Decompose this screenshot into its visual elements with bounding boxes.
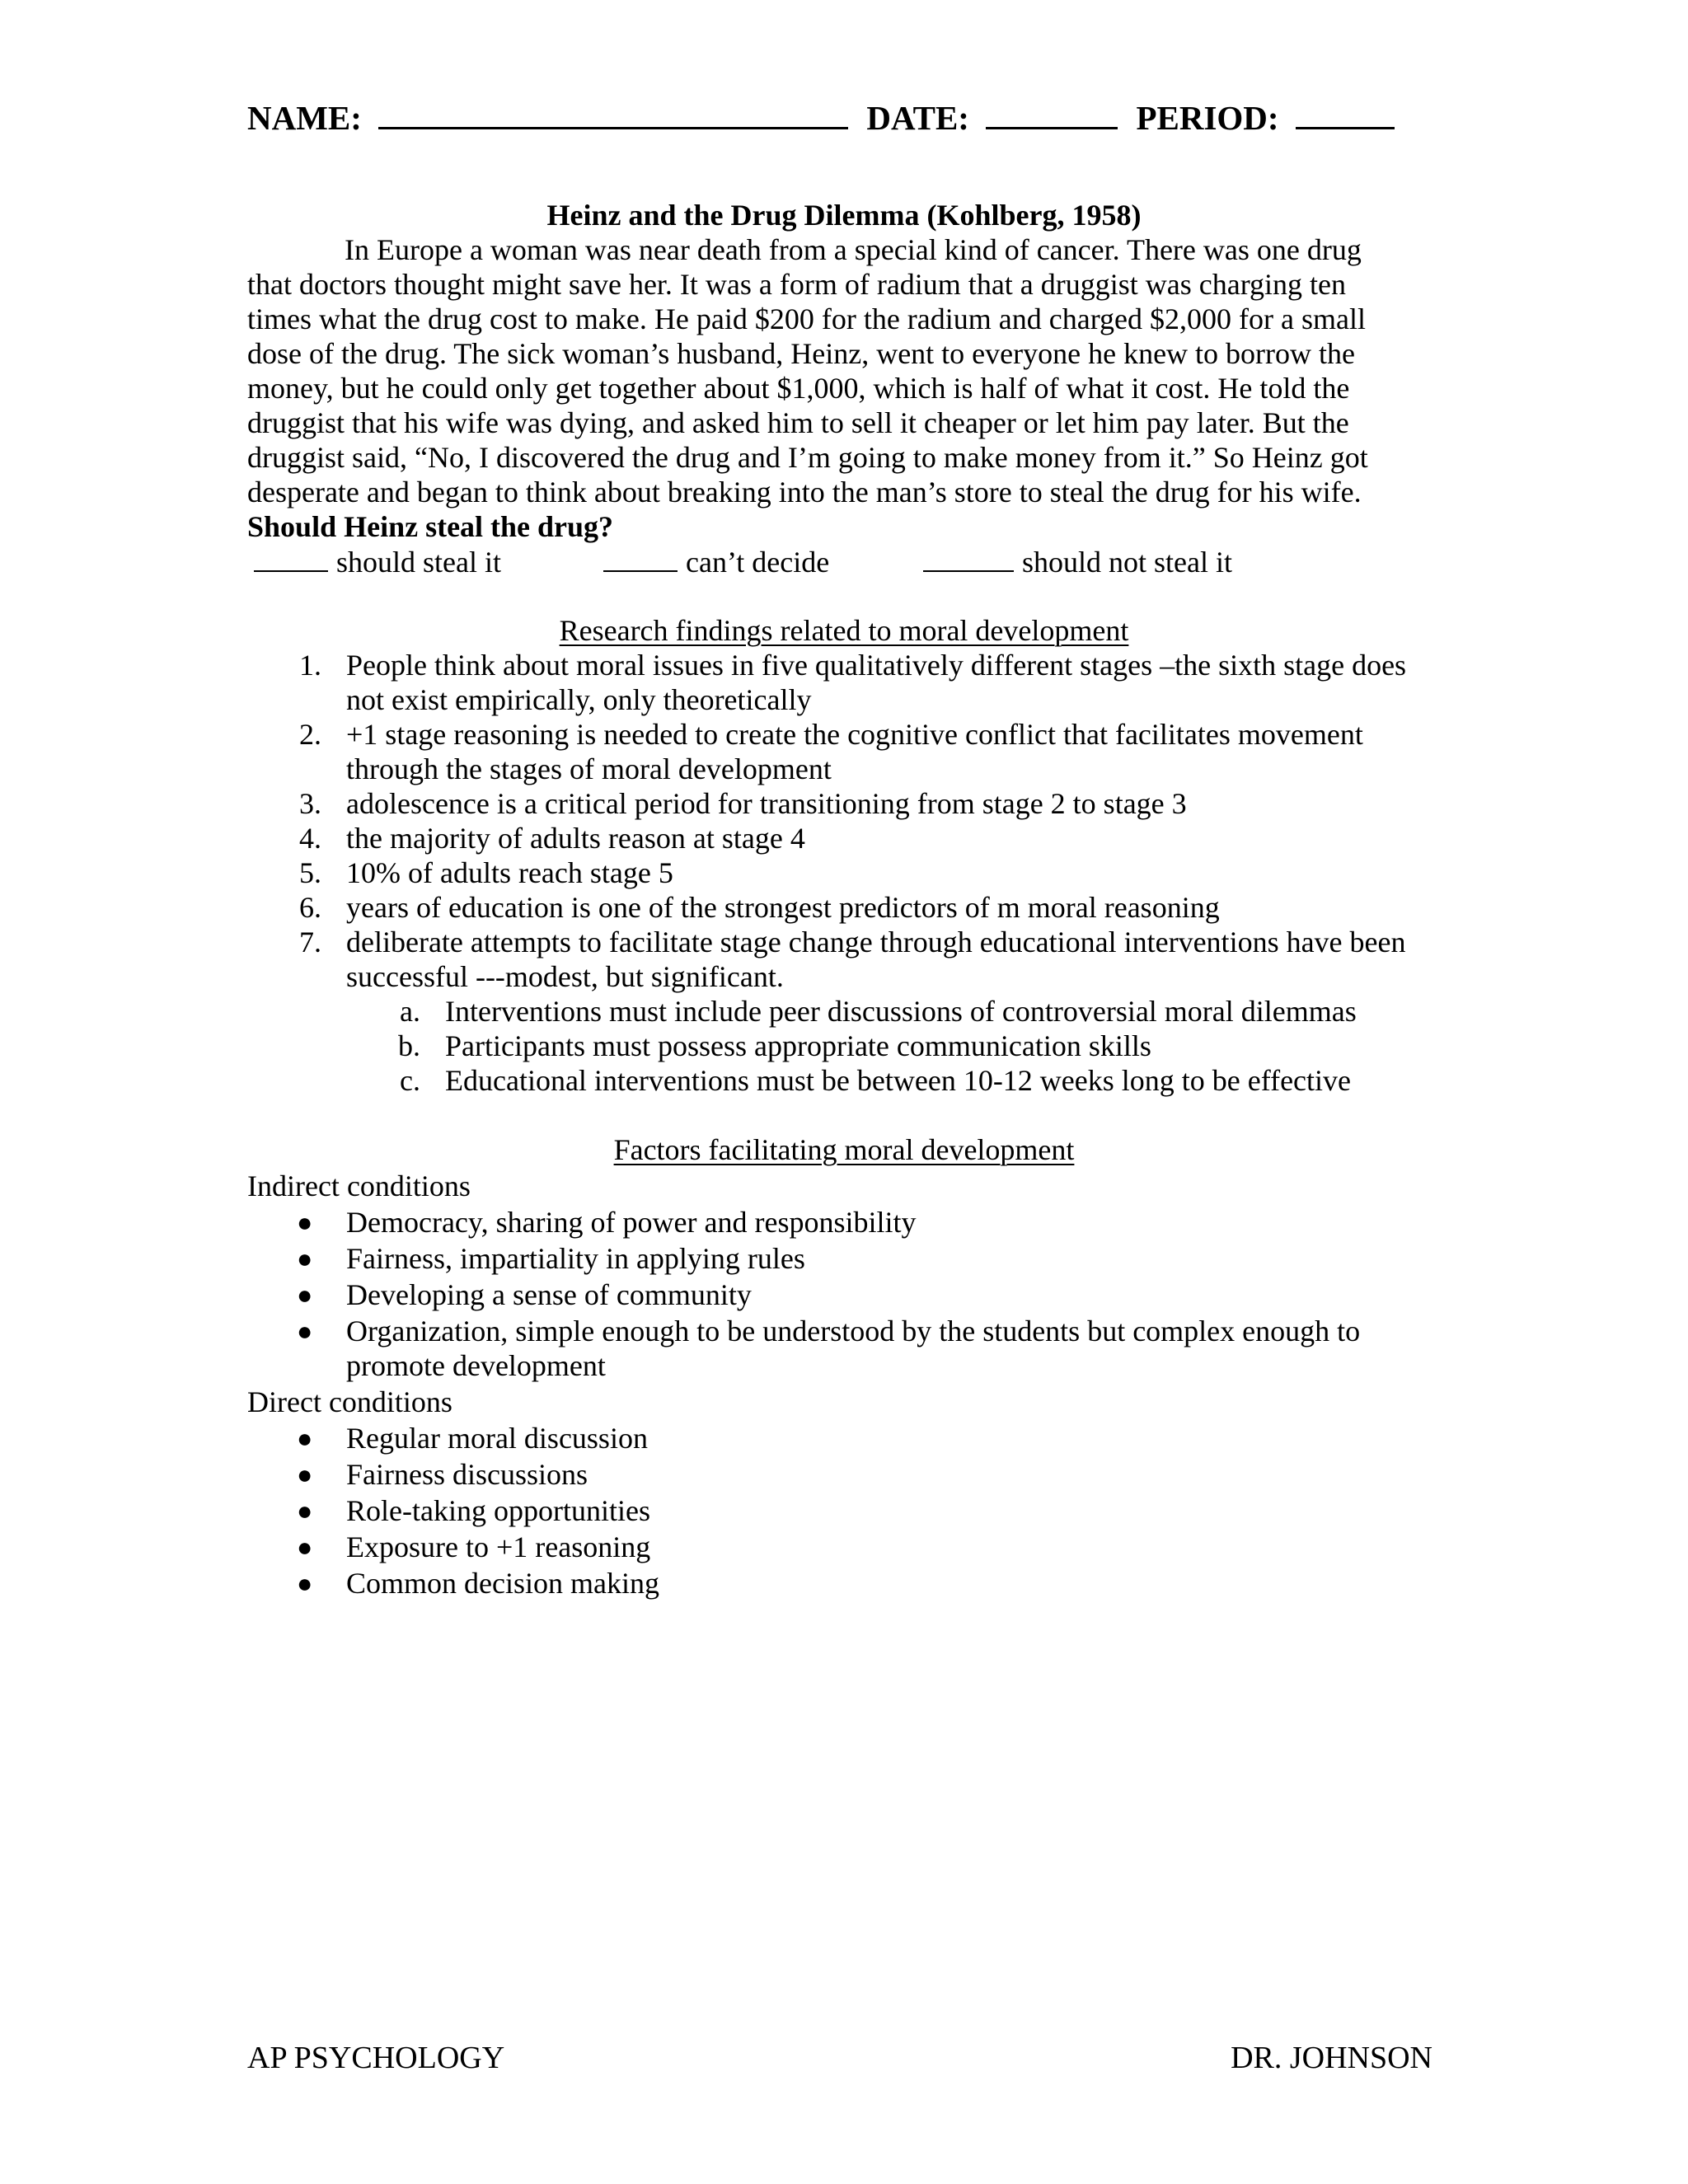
bullet-icon: ● [297, 1244, 313, 1273]
choice-steal-label: should steal it [336, 546, 501, 579]
research-subitem-letter: c. [400, 1064, 420, 1097]
choice-cant-decide-label: can’t decide [686, 546, 830, 579]
footer-teacher: DR. JOHNSON [1231, 2041, 1432, 2075]
bullet-icon: ● [297, 1280, 313, 1310]
research-item-number: 5. [299, 856, 321, 889]
bullet-icon: ● [297, 1568, 313, 1598]
factors-heading-text: Factors facilitating moral development [613, 1133, 1075, 1166]
indirect-item: Democracy, sharing of power and responsibility [346, 1206, 917, 1239]
bullet-icon: ● [297, 1532, 313, 1562]
research-heading-text: Research findings related to moral development [559, 614, 1129, 647]
footer-course: AP PSYCHOLOGY [247, 2041, 505, 2075]
choice-cant-decide [603, 544, 829, 579]
research-subitem-text: Participants must possess appropriate communication skills [445, 1029, 1151, 1062]
dilemma-line: that doctors thought might save her. It was a form of radium that a druggist was charging ten [247, 268, 1347, 301]
choice-not-steal-label: should not steal it [1022, 546, 1232, 579]
indirect-item: promote development [346, 1349, 606, 1382]
research-subitem-letter: a. [400, 995, 420, 1028]
factors-heading [0, 1132, 1688, 1167]
bullet-icon: ● [297, 1316, 313, 1346]
indirect-item: Organization, simple enough to be understood by the students but complex enough to [346, 1315, 1361, 1347]
date-blank[interactable] [986, 99, 1118, 129]
research-item-number: 1. [299, 649, 321, 682]
research-subitem-letter: b. [398, 1029, 420, 1062]
period-blank[interactable] [1296, 99, 1395, 129]
indirect-conditions-label: Indirect conditions [247, 1169, 471, 1202]
research-item-text: successful ---modest, but significant. [346, 960, 784, 993]
research-item-number: 2. [299, 718, 321, 751]
choice-steal-blank[interactable] [254, 544, 328, 572]
bullet-icon: ● [297, 1207, 313, 1237]
indirect-item: Developing a sense of community [346, 1278, 752, 1311]
date-label: DATE: [866, 99, 969, 137]
bullet-icon: ● [297, 1423, 313, 1453]
choice-not-steal [923, 544, 1232, 579]
bullet-icon: ● [297, 1496, 313, 1526]
research-item-text: People think about moral issues in five qualitatively different stages –the sixth stage does [346, 649, 1407, 682]
research-subitem-text: Interventions must include peer discussions of controversial moral dilemmas [445, 995, 1357, 1028]
research-item-text: +1 stage reasoning is needed to create the cognitive conflict that facilitates movement [346, 718, 1363, 751]
research-item-text: 10% of adults reach stage 5 [346, 856, 673, 889]
dilemma-line: druggist said, “No, I discovered the drug and I’m going to make money from it.” So Heinz got [247, 441, 1368, 474]
direct-item: Exposure to +1 reasoning [346, 1530, 651, 1563]
research-item-text: through the stages of moral development [346, 752, 832, 785]
dilemma-title: Heinz and the Drug Dilemma (Kohlberg, 1958) [546, 199, 1142, 232]
dilemma-line: In Europe a woman was near death from a special kind of cancer. There was one drug [345, 233, 1362, 266]
bullet-icon: ● [297, 1460, 313, 1489]
research-item-text: the majority of adults reason at stage 4 [346, 822, 805, 855]
direct-item: Common decision making [346, 1567, 659, 1600]
dilemma-question: Should Heinz steal the drug? [247, 510, 614, 543]
research-item-text: deliberate attempts to facilitate stage change through educational interventions have been [346, 926, 1406, 958]
research-item-text: not exist empirically, only theoretically [346, 683, 812, 716]
research-item-text: years of education is one of the strongest predictors of m moral reasoning [346, 891, 1220, 924]
dilemma-line: desperate and began to think about breaking into the man’s store to steal the drug for his wife. [247, 476, 1362, 509]
name-blank[interactable] [378, 99, 848, 129]
choice-steal [254, 544, 501, 579]
period-label: PERIOD: [1136, 99, 1279, 137]
research-item-number: 7. [299, 926, 321, 958]
dilemma-line: druggist that his wife was dying, and asked him to sell it cheaper or let him pay later. But the [247, 406, 1349, 439]
research-item-number: 6. [299, 891, 321, 924]
direct-item: Regular moral discussion [346, 1422, 648, 1455]
direct-item: Fairness discussions [346, 1458, 588, 1491]
name-label: NAME: [247, 99, 362, 137]
choice-not-steal-blank[interactable] [923, 544, 1014, 572]
choice-cant-decide-blank[interactable] [603, 544, 678, 572]
direct-item: Role-taking opportunities [346, 1494, 650, 1527]
dilemma-line: money, but he could only get together about $1,000, which is half of what it cost. He told the [247, 372, 1350, 405]
dilemma-line: dose of the drug. The sick woman’s husband, Heinz, went to everyone he knew to borrow the [247, 337, 1356, 370]
research-item-text: adolescence is a critical period for transitioning from stage 2 to stage 3 [346, 787, 1187, 820]
research-item-number: 4. [299, 822, 321, 855]
research-subitem-text: Educational interventions must be between 10-12 weeks long to be effective [445, 1064, 1352, 1097]
direct-conditions-label: Direct conditions [247, 1385, 452, 1418]
indirect-item: Fairness, impartiality in applying rules [346, 1242, 805, 1275]
research-heading [0, 613, 1688, 648]
dilemma-line: times what the drug cost to make. He paid $200 for the radium and charged $2,000 for a small [247, 302, 1366, 335]
research-item-number: 3. [299, 787, 321, 820]
header-fields [247, 97, 1395, 138]
